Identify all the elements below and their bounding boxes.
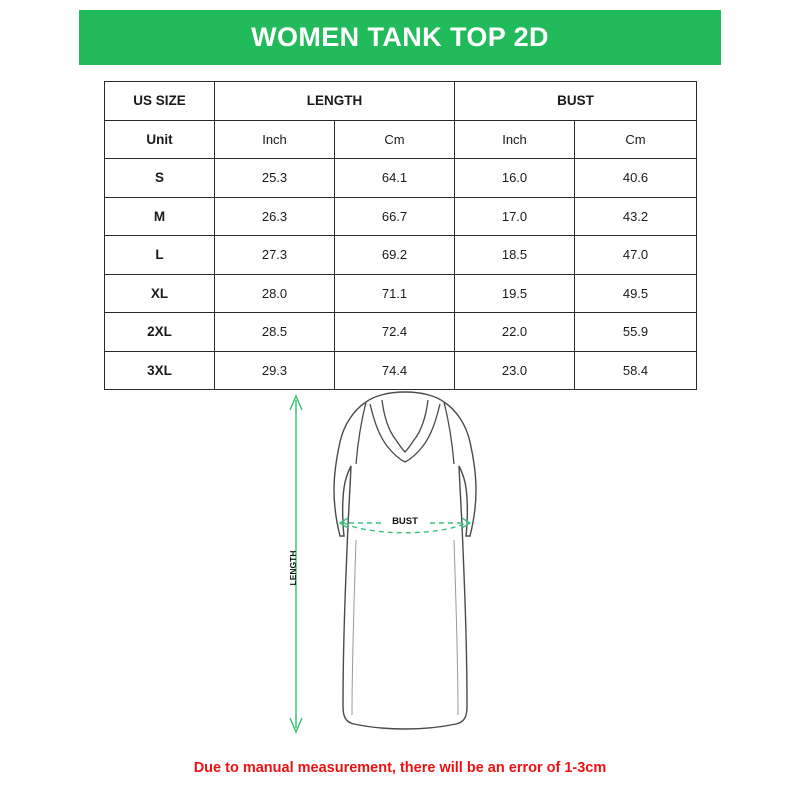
- row-bust-cm: 43.2: [575, 197, 697, 236]
- row-length-inch: 28.0: [215, 274, 335, 313]
- row-length-inch: 26.3: [215, 197, 335, 236]
- row-bust-cm: 40.6: [575, 159, 697, 198]
- row-length-inch: 28.5: [215, 313, 335, 352]
- table-row: [105, 274, 697, 313]
- row-bust-cm: 47.0: [575, 236, 697, 275]
- unit-bust-inch: Inch: [455, 120, 575, 159]
- tank-top-diagram: [270, 390, 540, 740]
- page-title: WOMEN TANK TOP 2D: [251, 22, 549, 52]
- length-label: LENGTH: [288, 550, 298, 586]
- table-row: [105, 351, 697, 390]
- size-table: [104, 81, 697, 390]
- table-unit-row: [105, 120, 697, 159]
- bust-label: BUST: [392, 516, 418, 527]
- row-bust-inch: 23.0: [455, 351, 575, 390]
- row-size: 2XL: [105, 313, 215, 352]
- row-bust-inch: 18.5: [455, 236, 575, 275]
- unit-label: Unit: [105, 120, 215, 159]
- row-length-inch: 25.3: [215, 159, 335, 198]
- row-length-inch: 27.3: [215, 236, 335, 275]
- table-header-row: [105, 82, 697, 121]
- row-length-inch: 29.3: [215, 351, 335, 390]
- unit-length-cm: Cm: [335, 120, 455, 159]
- row-bust-inch: 22.0: [455, 313, 575, 352]
- unit-length-inch: Inch: [215, 120, 335, 159]
- table-row: [105, 313, 697, 352]
- row-bust-cm: 58.4: [575, 351, 697, 390]
- header-length: LENGTH: [215, 82, 455, 121]
- unit-bust-cm: Cm: [575, 120, 697, 159]
- row-size: XL: [105, 274, 215, 313]
- row-bust-inch: 16.0: [455, 159, 575, 198]
- row-size: 3XL: [105, 351, 215, 390]
- row-length-cm: 64.1: [335, 159, 455, 198]
- row-length-cm: 69.2: [335, 236, 455, 275]
- row-bust-cm: 55.9: [575, 313, 697, 352]
- row-length-cm: 74.4: [335, 351, 455, 390]
- row-length-cm: 71.1: [335, 274, 455, 313]
- measurement-note: Due to manual measurement, there will be an error of 1-3cm: [193, 760, 607, 776]
- row-length-cm: 72.4: [335, 313, 455, 352]
- table-row: [105, 236, 697, 275]
- row-bust-inch: 17.0: [455, 197, 575, 236]
- header-banner: [79, 10, 721, 65]
- row-size: S: [105, 159, 215, 198]
- header-us-size: US SIZE: [105, 82, 215, 121]
- row-bust-cm: 49.5: [575, 274, 697, 313]
- table-row: [105, 159, 697, 198]
- row-size: M: [105, 197, 215, 236]
- table-row: [105, 197, 697, 236]
- row-length-cm: 66.7: [335, 197, 455, 236]
- row-bust-inch: 19.5: [455, 274, 575, 313]
- row-size: L: [105, 236, 215, 275]
- header-bust: BUST: [455, 82, 697, 121]
